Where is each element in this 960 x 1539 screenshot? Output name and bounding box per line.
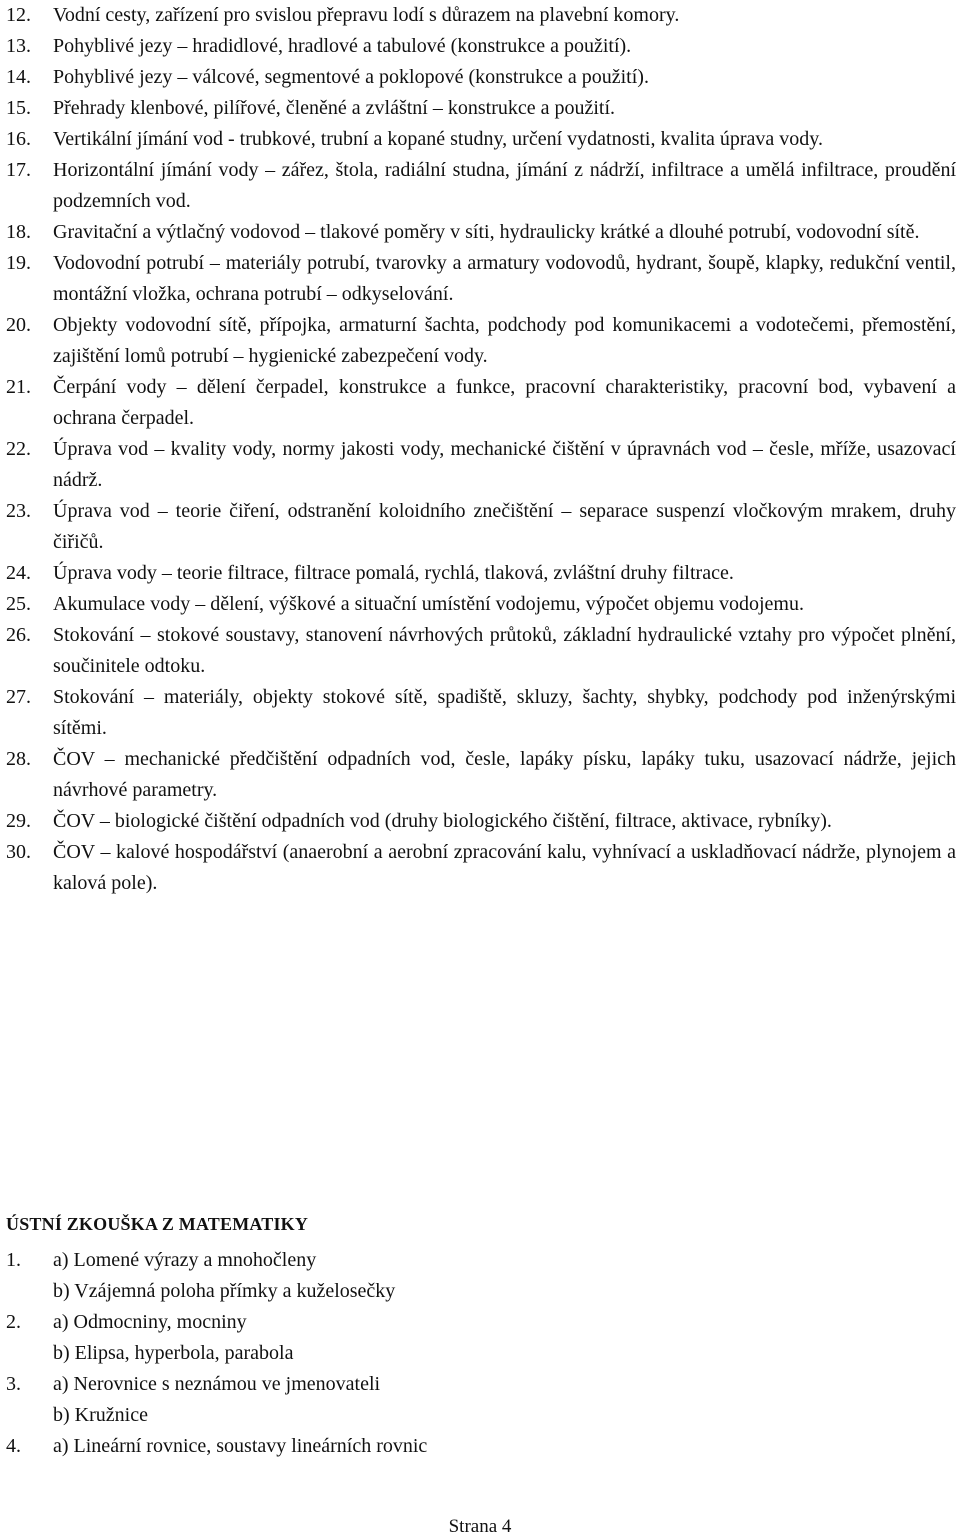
math-item [0,1307,700,1338]
topic-item [0,806,958,837]
topic-text: Pohyblivé jezy – válcové, segmentové a poklopové (konstrukce a použití). [53,66,649,88]
math-item-text: a) Nerovnice s neznámou ve jmenovateli [53,1373,381,1395]
math-item [0,1431,700,1462]
topic-item [0,155,958,217]
math-item [0,1245,700,1276]
math-item [0,1276,700,1307]
topic-text: Úprava vod – kvality vody, normy jakosti vody, mechanické čištění v úpravnách vod – česle, mříže, usazovací nádrž. [53,438,956,491]
topic-text: Akumulace vody – dělení, výškové a situační umístění vodojemu, výpočet objemu vodojemu. [53,593,804,615]
topic-number: 16. [6,128,31,150]
topic-number: 24. [6,562,31,584]
topic-number: 30. [6,841,31,863]
topic-number: 22. [6,438,31,460]
topic-text: Úprava vod – teorie čiření, odstranění koloidního znečištění – separace suspenzí vločkovým mrakem, druhy čiřičů. [53,500,956,553]
topic-text: Stokování – stokové soustavy, stanovení návrhových průtoků, základní hydraulické vztahy pro výpočet plnění, součinitele odtoku. [53,624,956,677]
topic-item [0,310,958,372]
math-topics-list [0,1245,700,1462]
math-item-text: a) Odmocniny, mocniny [53,1311,247,1333]
topic-number: 21. [6,376,31,398]
topic-number: 12. [6,4,31,26]
topic-item [0,620,958,682]
math-item-text: b) Kružnice [53,1404,148,1426]
math-item-number: 4. [6,1435,21,1457]
topic-item [0,372,958,434]
topic-item [0,93,958,124]
topic-text: Vodovodní potrubí – materiály potrubí, tvarovky a armatury vodovodů, hydrant, šoupě, klapky, redukční ventil, montážní vložka, ochrana potrubí – odkyselování. [53,252,956,305]
topic-number: 27. [6,686,31,708]
topic-item [0,217,958,248]
topic-item [0,837,958,899]
math-item-text: a) Lomené výrazy a mnohočleny [53,1249,317,1271]
topic-text: Stokování – materiály, objekty stokové sítě, spadiště, skluzy, šachty, shybky, podchody pod inženýrskými sítěmi. [53,686,956,739]
math-item-number: 2. [6,1311,21,1333]
topic-number: 17. [6,159,31,181]
topic-text: Pohyblivé jezy – hradidlové, hradlové a tabulové (konstrukce a použití). [53,35,632,57]
math-item-text: b) Vzájemná poloha přímky a kuželosečky [53,1280,396,1302]
topic-text: Horizontální jímání vody – zářez, štola, radiální studna, jímání z nádrží, infiltrace a umělá infiltrace, proudění podzemních vod. [53,159,956,212]
topic-text: ČOV – mechanické předčištění odpadních vod, česle, lapáky písku, lapáky tuku, usazovací nádrže, jejich návrhové parametry. [53,748,956,801]
topic-item [0,434,958,496]
topic-text: Vertikální jímání vod - trubkové, trubní a kopané studny, určení vydatnosti, kvalita úprava vody. [53,128,824,150]
topic-item [0,682,958,744]
topic-item [0,496,958,558]
topic-item [0,558,958,589]
topic-number: 14. [6,66,31,88]
topic-number: 28. [6,748,31,770]
math-item [0,1400,700,1431]
topic-item [0,62,958,93]
section-heading: ÚSTNÍ ZKOUŠKA Z MATEMATIKY [6,1214,309,1234]
math-item-number [0,1276,53,1307]
topic-item [0,0,958,31]
math-item-number [0,1338,53,1369]
math-item-number: 1. [6,1249,21,1271]
topic-number: 19. [6,252,31,274]
page-number: Strana 4 [448,1516,512,1537]
math-item-text: a) Lineární rovnice, soustavy lineárních rovnic [53,1435,428,1457]
topic-text: Gravitační a výtlačný vodovod – tlakové poměry v síti, hydraulicky krátké a dlouhé potrubí, vodovodní sítě. [53,221,920,243]
topic-text: Vodní cesty, zařízení pro svislou přepravu lodí s důrazem na plavební komory. [53,4,680,26]
topic-number: 29. [6,810,31,832]
math-item-text: b) Elipsa, hyperbola, parabola [53,1342,294,1364]
topic-number: 26. [6,624,31,646]
topic-text: Přehrady klenbové, pilířové, členěné a zvláštní – konstrukce a použití. [53,97,616,119]
topic-text: Čerpání vody – dělení čerpadel, konstrukce a funkce, pracovní charakteristiky, pracovní bod, vybavení a ochrana čerpadel. [53,376,956,429]
topic-number: 23. [6,500,31,522]
topic-text: Úprava vody – teorie filtrace, filtrace pomalá, rychlá, tlaková, zvláštní druhy filtrace. [53,562,734,584]
topic-item [0,248,958,310]
topic-number: 15. [6,97,31,119]
topic-number: 20. [6,314,31,336]
math-item [0,1338,700,1369]
topic-item [0,589,958,620]
topic-number: 25. [6,593,31,615]
math-item-number: 3. [6,1373,21,1395]
topic-item [0,124,958,155]
topic-item [0,744,958,806]
topic-text: ČOV – biologické čištění odpadních vod (druhy biologického čištění, filtrace, aktivace, rybníky). [53,810,832,832]
topic-text: ČOV – kalové hospodářství (anaerobní a aerobní zpracování kalu, vyhnívací a uskladňovací nádrže, plynojem a kalová pole). [53,841,956,894]
math-item [0,1369,700,1400]
topic-number: 13. [6,35,31,57]
math-item-number [0,1400,53,1431]
topic-text: Objekty vodovodní sítě, přípojka, armaturní šachta, podchody pod komunikacemi a vodotečemi, přemostění, zajištění lomů potrubí – hygienické zabezpečení vody. [53,314,956,367]
topic-item [0,31,958,62]
topic-number: 18. [6,221,31,243]
